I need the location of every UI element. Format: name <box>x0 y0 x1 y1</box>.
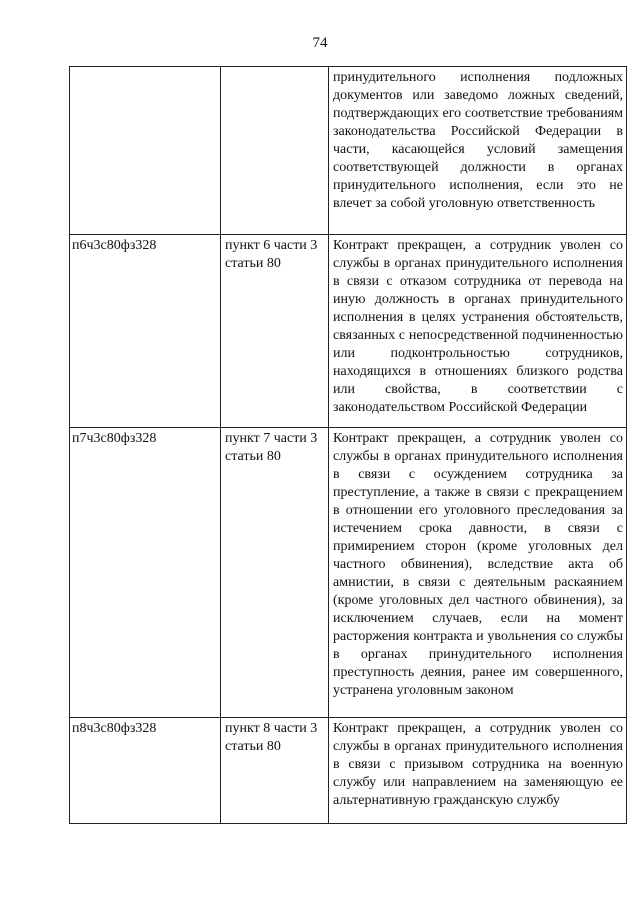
table-row <box>70 235 627 428</box>
code-cell: п6ч3с80фз328 <box>70 235 221 428</box>
code-cell: п8ч3с80фз328 <box>70 718 221 824</box>
code-cell: п7ч3с80фз328 <box>70 428 221 718</box>
description-text: Контракт прекращен, а сотрудник уволен со службы в органах принудительного исполнения в связи с осуждением сотрудника за преступление, а также в связи с прекращением в отношении его уголовного преследования за истечением срока давности, в связи с примирением сторон (кроме уголовных дел частного обвинения), вследствие акта об амнистии, в связи с деятельным раскаянием (кроме уголовных дел частного обвинения), за исключением случаев, если на момент расторжения контракта и увольнения со службы в органах принудительного исполнения преступность деяния, ранее им совершенного, устранена уголовным законом <box>333 431 623 698</box>
description-text: Контракт прекращен, а сотрудник уволен со службы в органах принудительного исполнения в связи с призывом сотрудника на военную службу или направлением на заменяющую ее альтернативную гражданскую службу <box>333 721 623 808</box>
description-cell <box>329 235 627 428</box>
description-cell <box>329 428 627 718</box>
table-row <box>70 428 627 718</box>
article-ref-cell: пункт 8 части 3 статьи 80 <box>221 718 329 824</box>
description-cell <box>329 718 627 824</box>
article-ref-cell <box>221 67 329 235</box>
table-row <box>70 67 627 235</box>
dismissal-grounds-table <box>69 66 627 824</box>
article-ref-cell: пункт 7 части 3 статьи 80 <box>221 428 329 718</box>
code-cell <box>70 67 221 235</box>
description-text: принудительного исполнения подложных документов или заведомо ложных сведений, подтверждающих его соответствие требованиям законодательства Российской Федерации в части, касающейся условий замещения соответствующей должности в органах принудительного исполнения, если это не влечет за собой уголовную ответственность <box>333 70 623 211</box>
page-number: 74 <box>312 35 328 51</box>
table-row <box>70 718 627 824</box>
grounds-table-container <box>69 66 623 824</box>
description-cell <box>329 67 627 235</box>
description-text: Контракт прекращен, а сотрудник уволен со службы в органах принудительного исполнения в связи с отказом сотрудника от перевода на иную должность в органах принудительного исполнения в целях устранения обстоятельств, связанных с непосредственной подчиненностью или подконтрольностью сотрудников, находящихся в отношениях близкого родства или свойства, в соответствии с законодательством Российской Федерации <box>333 238 623 415</box>
article-ref-cell: пункт 6 части 3 статьи 80 <box>221 235 329 428</box>
